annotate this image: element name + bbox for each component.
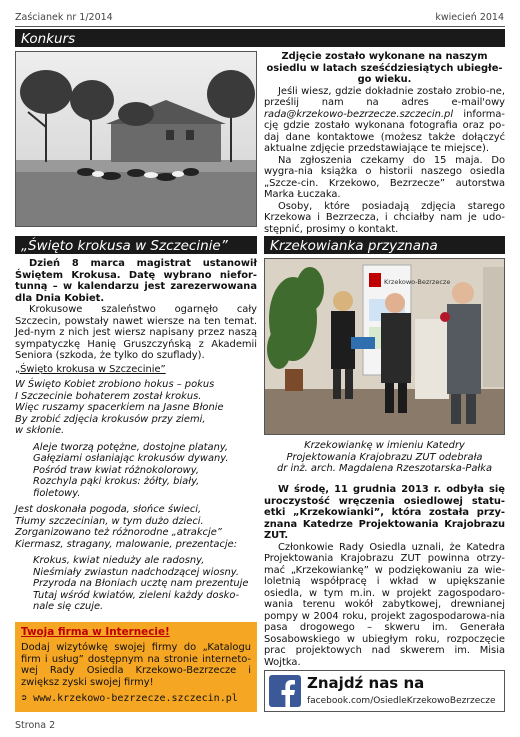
poem-stanza-1: W Święto Kobiet zrobiono hokus – pokus I Szczecinie bohaterem został krokus. Więc ruszamy spacerkiem na Jasne Błonie By zrobić zdjęcia krokusów przy ziemi, w skłonie.: [15, 379, 224, 436]
krokus-lead: Dzień 8 marca magistrat ustanowił Świętem Krokusa. Datę wybrano niefor-tunną – w kalendarzu jest zarezerwowana dla Dnia Kobiet.: [15, 258, 257, 304]
facebook-icon: [269, 675, 301, 707]
award-photo-caption: Krzekowiankę w imieniu Katedry Projektowania Krajobrazu ZUT odebrała dr inż. arch. Magdalena Rzeszotarska-Pałka: [277, 440, 492, 474]
promo-url-link[interactable]: www.krzekowo-bezrzecze.szczecin.pl: [33, 693, 238, 704]
old-village-photo-illustration: [16, 52, 256, 226]
nagroda-article: [264, 484, 505, 668]
issue-date: kwiecień 2014: [435, 12, 504, 23]
konkurs-lead: Zdjęcie zostało wykonane na naszym osiedlu w latach sześćdziesiątych ubiegłe-go wieku.: [266, 51, 503, 85]
facebook-box[interactable]: [264, 670, 505, 712]
issue-label: Zaścianek nr 1/2014: [15, 12, 113, 23]
award-ceremony-photo: [264, 258, 505, 435]
nagroda-lead: W środę, 11 grudnia 2013 r. odbyła się uroczystość wręczenia osiedlowej statu-etki „Krzekowianki”, która została przy-znana Katedrze Projektowania Krajobrazu ZUT.: [264, 484, 505, 541]
award-ceremony-illustration: [265, 259, 504, 434]
poem-title: „Święto krokusa w Szczecinie”: [15, 363, 166, 375]
promo-text: Dodaj wizytówkę swojej firmy do „Katalogu firm i usług” dostępnym na stronie interneto-wej Rady Osiedla Krzekowo-Bezrzecze i zwiększ zyski swojej firmy!: [21, 642, 251, 688]
konkurs-paragraph-1: Jeśli wiesz, gdzie dokładnie zostało zrobio-ne, prześlij nam na adres e-mail'owy rada@krzekowo-bezrzecze.szczecin.pl informa-cję gdzie zostało wykonana fotografia oraz po-daj dane kontaktowe (możesz także dołączyć aktualne zdjęcie przedstawiające te miejsce).: [264, 85, 505, 154]
promo-title: Twoja firma w Internecie!: [21, 626, 170, 638]
promo-link-row: [21, 693, 251, 705]
facebook-url-link[interactable]: facebook.com/OsiedleKrzekowoBezrzecze: [307, 696, 496, 706]
krokus-paragraph: Krokusowe szaleństwo ogarnęło cały Szczecin, powstały nawet wiersze na ten temat. Jed-nym z nich jest wiersz napisany przez naszą sympatyczkę Hanię Gruszczyńską z Akademii Seniora (szkoda, że tylko do szuflady).: [15, 304, 257, 361]
konkurs-paragraph-2: Na zgłoszenia czekamy do 15 maja. Do wygra-nia książka o historii naszego osiedla „Szcze-cin. Krzekowo, Bezrzecze” autorstwa Marka Łuczaka.: [264, 154, 505, 200]
krokus-article: [15, 258, 257, 613]
konkurs-paragraph-3: Osoby, które posiadają zdjęcia starego Krzekowa i Bezrzecza, i chciałby nam je udo-stępnić, prosimy o kontakt.: [264, 200, 505, 235]
svg-text:Krzekowo-Bezrzecze: Krzekowo-Bezrzecze: [384, 278, 451, 286]
section-heading-krokus: „Święto krokusa w Szczecinie”: [15, 236, 257, 254]
arrow-right-icon: ➲: [21, 693, 28, 704]
poem-stanza-4: Krokus, kwiat nieduży ale radosny, Nieśmiały zwiastun nadchodzącej wiosny. Przyroda na Błoniach ucztę nam prezentuje Tutaj wśród kwiatów, zieleni każdy dosko- nale się czuje.: [33, 555, 249, 612]
old-village-photo: [15, 51, 257, 227]
contact-email-link[interactable]: rada@krzekowo-bezrzecze.szczecin.pl: [264, 108, 454, 120]
nagroda-paragraph: Członkowie Rady Osiedla uznali, że Katedra Projektowania Krajobrazu ZUT powinna otrzy-mać „Krzekowiankę” w podziękowaniu za wie-loletnią współpracę i wkład w upiększanie osiedla, w tym m.in. w projekt zagospodaro-wania terenu wokół zabytkowej, drewnianej pompy w 2004 roku, projekt zagospodarowa-nia pasa drogowego – skweru im. Generała Sosabowskiego w ubiegłym roku, rozpoczęcie prac projektowych nad skwerem im. Misia Wojtka.: [264, 541, 505, 668]
promo-box: [15, 622, 257, 712]
header-rule: [15, 26, 505, 27]
section-heading-konkurs: Konkurs: [15, 29, 505, 47]
facebook-title: Znajdź nas na: [307, 674, 425, 692]
poem-stanza-2: Aleje tworzą potężne, dostojne platany, Gałęziami osłaniając krokusów dywany. Pośród traw kwiat różnokolorowy, Rozchyla pąki krokus: żółty, biały, fioletowy.: [33, 441, 229, 499]
konkurs-text: [264, 51, 505, 235]
poem-stanza-3: Jest doskonała pogoda, słońce świeci, Tłumy szczecinian, w tym dużo dzieci. Zorganizowano też różnorodne „atrakcje” Kiermasz, stragany, malowanie, prezentacje:: [15, 504, 238, 550]
page-number: Strona 2: [15, 720, 56, 731]
section-heading-nagroda: Krzekowianka przyznana: [264, 236, 505, 254]
